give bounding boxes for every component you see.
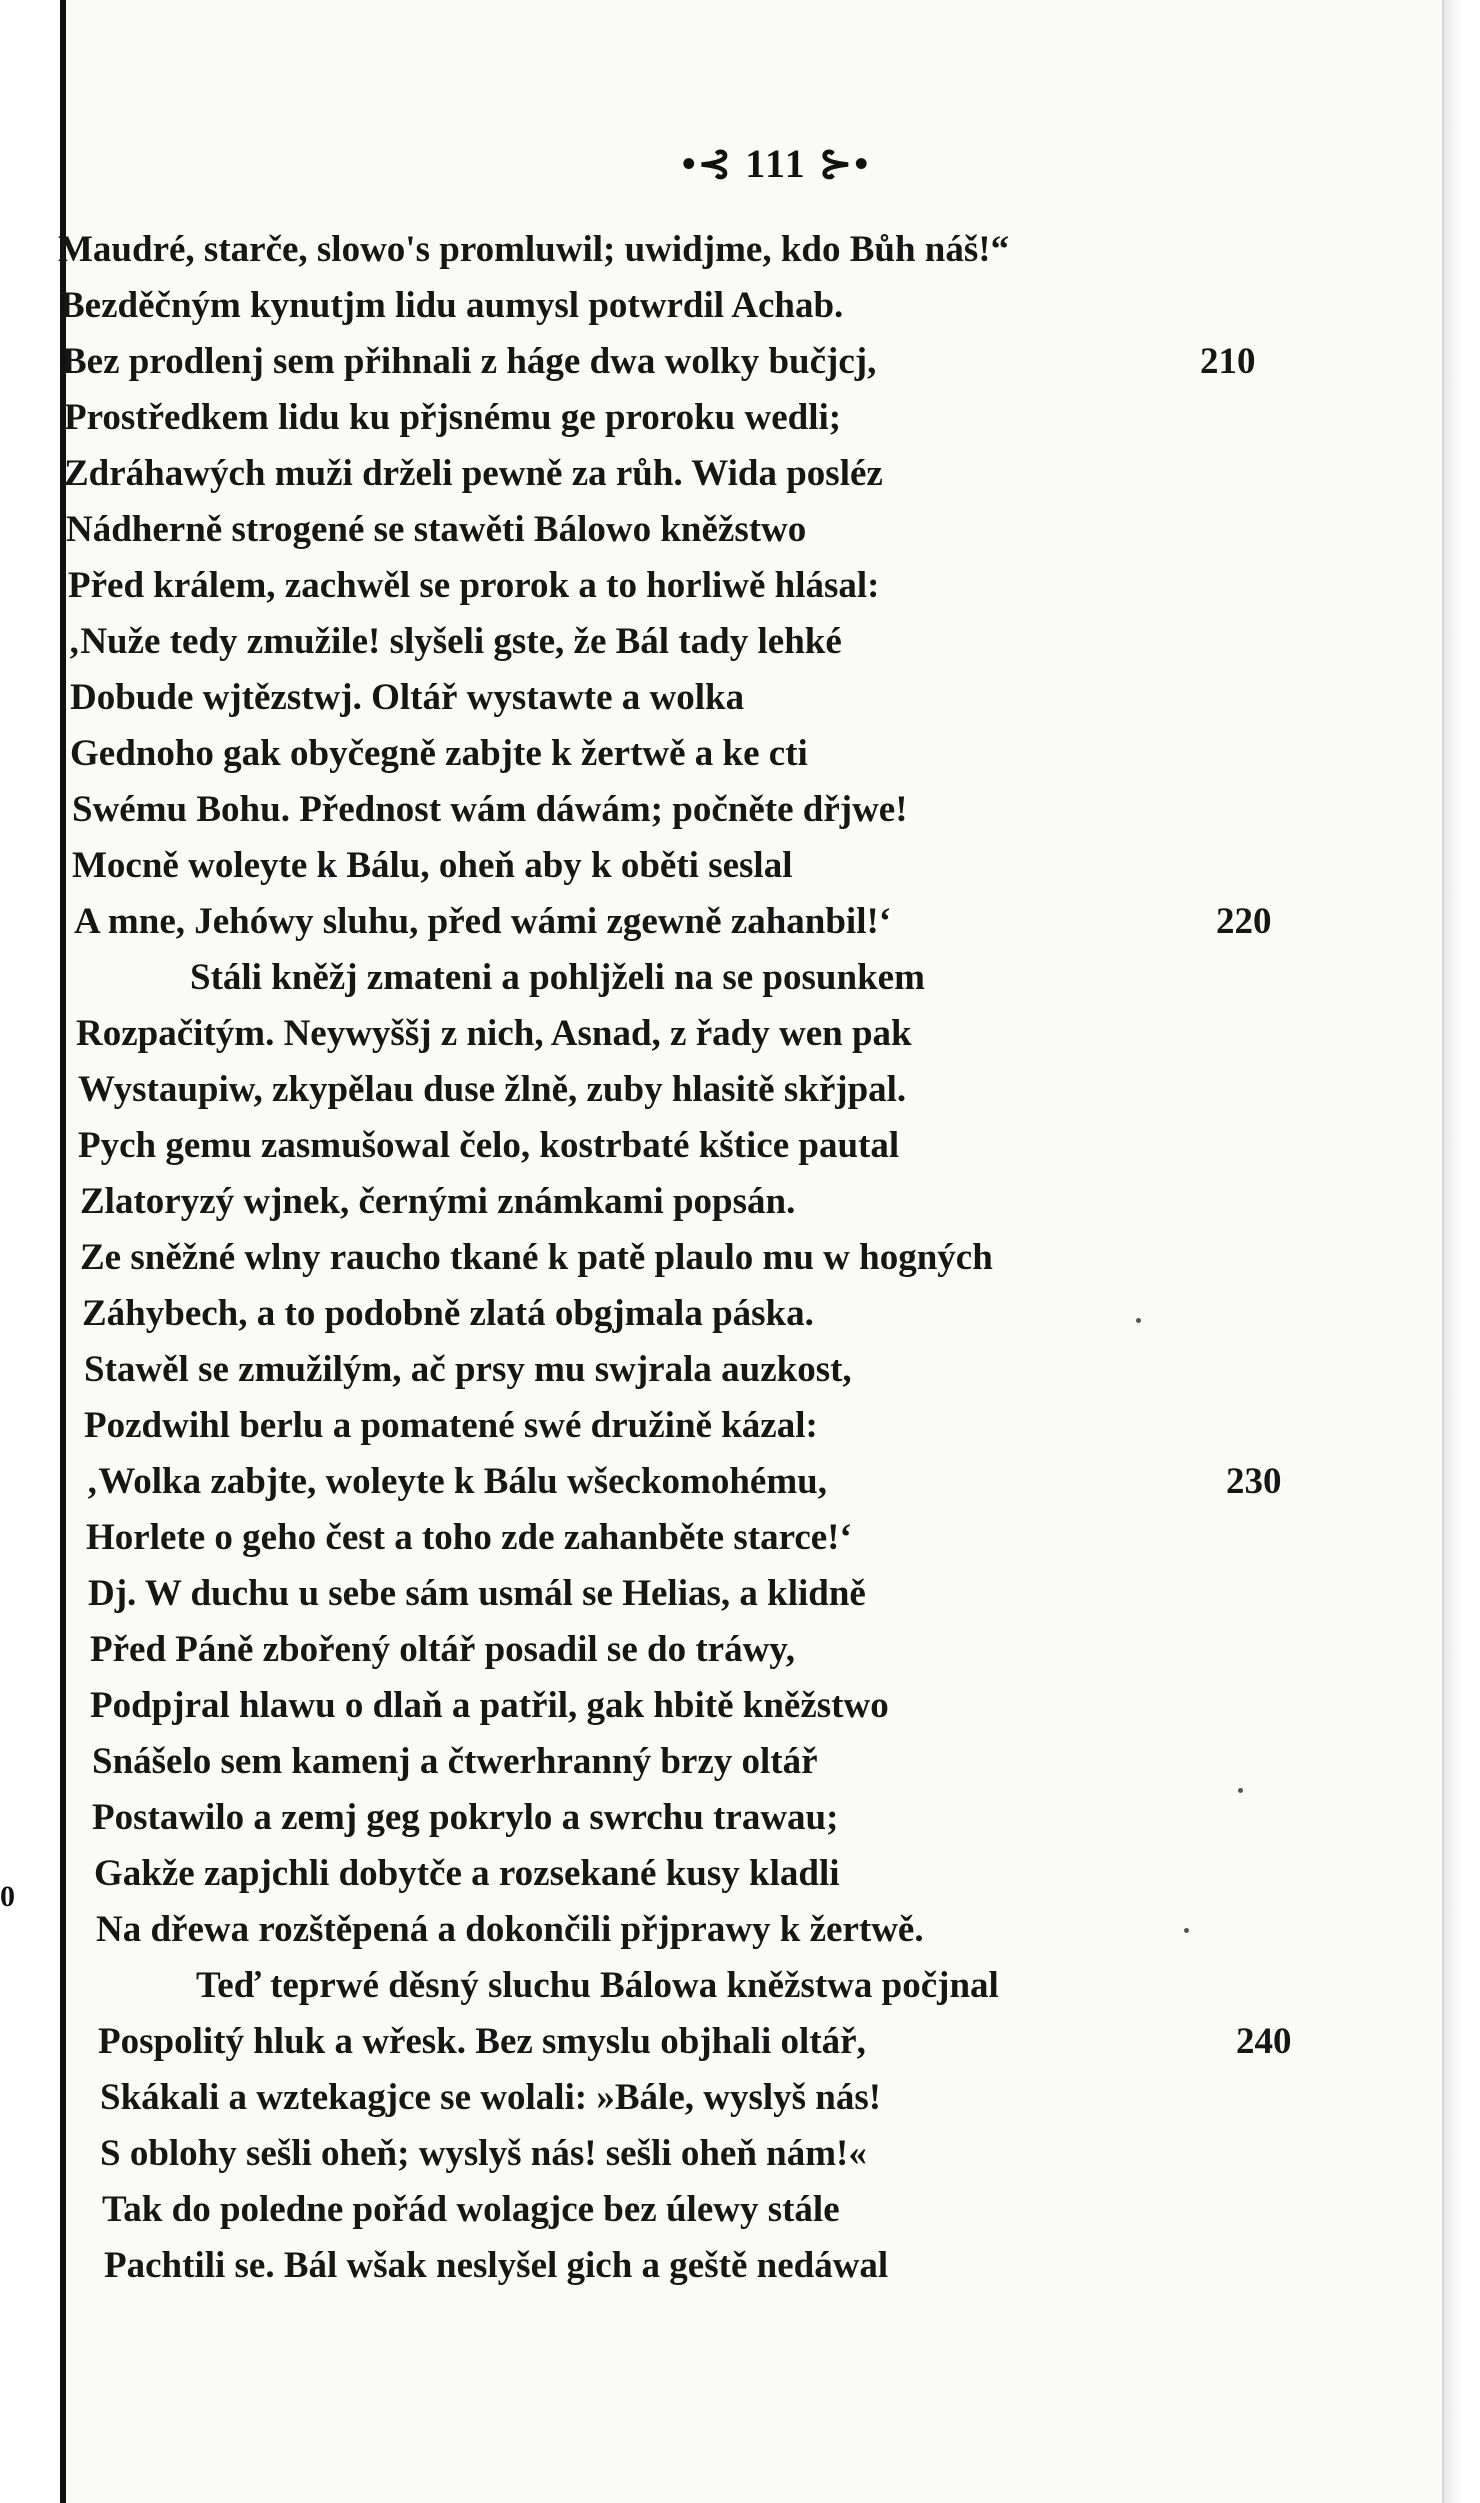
verse-line: Bez prodlenj sem přihnali z háge dwa wolky bučjcj, (62, 341, 877, 382)
verse-line: Snášelo sem kamenj a čtwerhranný brzy oltář (92, 1741, 818, 1782)
verse-line: Skákali a wztekagjce se wolali: »Bále, wyslyš nás! (100, 2077, 882, 2118)
verse-line: Postawilo a zemj geg pokrylo a swrchu trawau; (92, 1797, 839, 1838)
verse-line: Wystaupiw, zkypělau duse žlně, zuby hlasitě skřjpal. (78, 1069, 907, 1110)
ink-speck (1136, 1318, 1141, 1323)
ink-speck (1238, 1788, 1243, 1793)
book-page (58, 0, 1462, 2503)
verse-line: ‚Nuže tedy zmužile! slyšeli gste, že Bál tady lehké (68, 621, 842, 662)
verse-line: Teď teprwé děsný sluchu Bálowa kněžstwa počjnal (196, 1965, 999, 2006)
verse-line: Nádherně strogené se stawěti Bálowo kněžstwo (66, 509, 807, 550)
verse-line: Horlete o geho čest a toho zde zahanběte starce!‘ (86, 1517, 852, 1558)
line-number: 230 (1226, 1461, 1282, 1502)
verse-line: Na dřewa rozštěpená a dokončili přjprawy k žertwě. (96, 1909, 924, 1950)
verse-line: Tak do poledne pořád wolagjce bez úlewy stále (102, 2189, 840, 2230)
line-number: 240 (1236, 2021, 1292, 2062)
verse-line: Pozdwihl berlu a pomatené swé družině kázal: (84, 1405, 818, 1446)
line-number: 220 (1216, 901, 1272, 942)
verse-line: Prostředkem lidu ku přjsnému ge proroku wedli; (64, 397, 842, 438)
verse-line: Mocně woleyte k Bálu, oheň aby k oběti seslal (72, 845, 793, 886)
verse-line: Stáli kněžj zmateni a pohljželi na se posunkem (190, 957, 925, 998)
verse-line: S oblohy sešli oheň; wyslyš nás! sešli oheň nám!« (100, 2133, 867, 2174)
verse-line: Před králem, zachwěl se prorok a to horliwě hlásal: (68, 565, 880, 606)
verse-line: Maudré, starče, slowo's promluwil; uwidjme, kdo Bůh náš!“ (58, 229, 1010, 270)
verse-line: Zlatoryzý wjnek, černými známkami popsán. (80, 1181, 796, 1222)
verse-line: Dj. W duchu u sebe sám usmál se Helias, a klidně (88, 1573, 866, 1614)
gutter-mark: 0 (0, 1880, 15, 1913)
verse-line: Ze sněžné wlny raucho tkané k patě plaulo mu w hogných (80, 1237, 993, 1278)
verse-line: Záhybech, a to podobně zlatá obgjmala páska. (82, 1293, 814, 1334)
verse-line: Pospolitý hluk a wřesk. Bez smyslu objhali oltář, (98, 2021, 866, 2062)
verse-line: ‚Wolka zabjte, woleyte k Bálu wšeckomohému, (86, 1461, 827, 1502)
verse-line: Swému Bohu. Přednost wám dáwám; počněte dřjwe! (72, 789, 908, 830)
verse-line: Dobude wjtězstwj. Oltář wystawte a wolka (70, 677, 745, 718)
verse-line: A mne, Jehówy sluhu, před wámi zgewně zahanbil!‘ (74, 901, 892, 942)
verse-line: Gakže zapjchli dobytče a rozsekané kusy kladli (94, 1853, 840, 1894)
verse-line: Stawěl se zmužilým, ač prsy mu swjrala auzkost, (84, 1349, 852, 1390)
page-number: •⊰ 111 ⊱• (681, 141, 871, 186)
verse-line: Podpjral hlawu o dlaň a patřil, gak hbitě kněžstwo (90, 1685, 889, 1726)
line-number: 210 (1200, 341, 1256, 382)
page-edge (1442, 0, 1462, 2503)
verse-line: Před Páně zbořený oltář posadil se do tráwy, (90, 1629, 796, 1670)
ink-speck (1184, 1928, 1189, 1933)
verse-line: Pych gemu zasmušowal čelo, kostrbaté kštice pautal (78, 1125, 900, 1166)
left-gutter (0, 0, 64, 2503)
verse-line: Rozpačitým. Neywyššj z nich, Asnad, z řady wen pak (76, 1013, 912, 1054)
verse-line: Zdráhawých muži drželi pewně za růh. Wida posléz (64, 453, 883, 494)
verse-line: Gednoho gak obyčegně zabjte k žertwě a ke cti (70, 733, 808, 774)
verse-line: Bezděčným kynutjm lidu aumysl potwrdil Achab. (60, 285, 844, 326)
verse-line: Pachtili se. Bál wšak neslyšel gich a geště nedáwal (104, 2245, 889, 2286)
